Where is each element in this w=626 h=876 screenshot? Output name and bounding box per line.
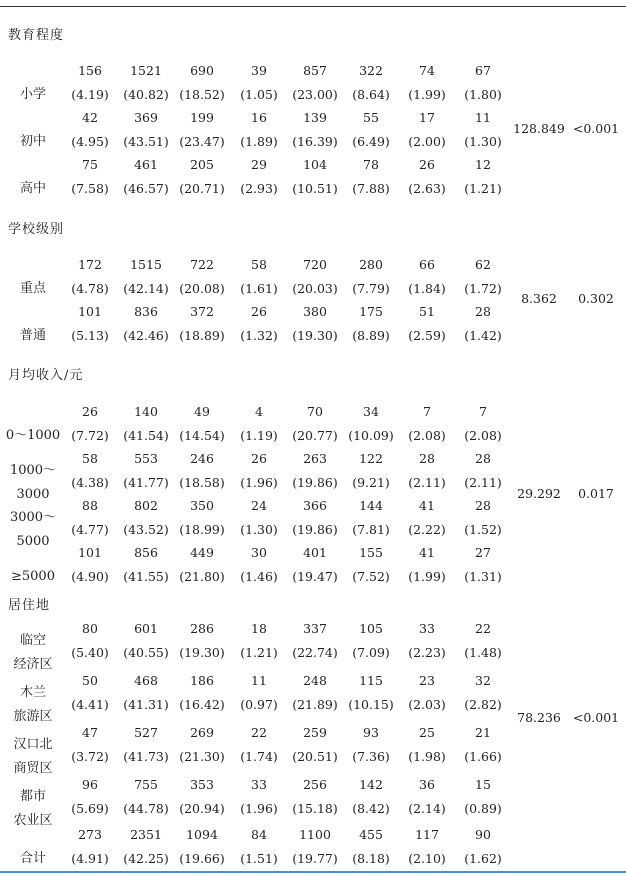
percent-cell: (19.86): [292, 475, 338, 490]
count-cell: 42: [82, 110, 98, 125]
count-cell: 41: [419, 545, 435, 560]
row-label: 3000: [16, 487, 50, 502]
count-cell: 22: [251, 725, 267, 740]
percent-cell: (4.41): [71, 697, 109, 712]
percent-cell: (1.74): [240, 749, 278, 764]
count-cell: 32: [475, 673, 491, 688]
count-cell: 601: [134, 621, 158, 636]
percent-cell: (2.00): [408, 134, 446, 149]
count-cell: 1515: [130, 257, 162, 272]
row-label: 1000～: [9, 463, 57, 478]
percent-cell: (18.52): [179, 87, 225, 102]
row-label: 商贸区: [13, 761, 53, 776]
count-cell: 105: [359, 621, 383, 636]
percent-cell: (2.82): [464, 697, 502, 712]
count-cell: 527: [134, 725, 158, 740]
percent-cell: (1.51): [240, 851, 278, 866]
percent-cell: (1.30): [240, 522, 278, 537]
count-cell: 690: [190, 63, 214, 78]
percent-cell: (1.98): [408, 749, 446, 764]
count-cell: 26: [419, 157, 435, 172]
section-title: 居住地: [8, 598, 51, 613]
count-cell: 802: [134, 498, 158, 513]
percent-cell: (1.61): [240, 281, 278, 296]
row-label: 临空: [19, 633, 46, 648]
count-cell: 350: [190, 498, 214, 513]
count-cell: 857: [303, 63, 327, 78]
count-cell: 23: [419, 673, 435, 688]
count-cell: 172: [78, 257, 102, 272]
count-cell: 1100: [299, 827, 331, 842]
row-label: 农业区: [13, 813, 53, 828]
count-cell: 720: [303, 257, 327, 272]
count-cell: 369: [134, 110, 158, 125]
count-cell: 155: [359, 545, 383, 560]
count-cell: 2351: [130, 827, 162, 842]
percent-cell: (42.25): [123, 851, 169, 866]
count-cell: 28: [475, 498, 491, 513]
count-cell: 70: [307, 404, 323, 419]
percent-cell: (18.58): [179, 475, 225, 490]
count-cell: 380: [303, 304, 327, 319]
count-cell: 353: [190, 777, 214, 792]
row-label: 初中: [19, 134, 46, 149]
count-cell: 4: [255, 404, 263, 419]
percent-cell: (23.00): [292, 87, 338, 102]
percent-cell: (10.15): [348, 697, 394, 712]
row-label: 汉口北: [13, 737, 53, 752]
count-cell: 142: [359, 777, 383, 792]
percent-cell: (9.21): [352, 475, 390, 490]
percent-cell: (1.21): [240, 645, 278, 660]
percent-cell: (2.11): [408, 475, 446, 490]
count-cell: 455: [359, 827, 383, 842]
percent-cell: (19.86): [292, 522, 338, 537]
count-cell: 18: [251, 621, 267, 636]
percent-cell: (20.51): [292, 749, 338, 764]
row-label: 5000: [16, 534, 50, 549]
percent-cell: (1.31): [464, 569, 502, 584]
section-title: 学校级别: [8, 222, 65, 237]
percent-cell: (3.72): [71, 749, 109, 764]
count-cell: 88: [82, 498, 98, 513]
count-cell: 286: [190, 621, 214, 636]
percent-cell: (16.42): [179, 697, 225, 712]
count-cell: 11: [251, 673, 267, 688]
percent-cell: (41.31): [123, 697, 169, 712]
count-cell: 26: [251, 304, 267, 319]
count-cell: 33: [251, 777, 267, 792]
percent-cell: (41.54): [123, 428, 169, 443]
count-cell: 1521: [130, 63, 162, 78]
chi-square-value: 29.292: [517, 486, 561, 501]
percent-cell: (1.96): [240, 475, 278, 490]
count-cell: 62: [475, 257, 491, 272]
row-label: 重点: [19, 281, 46, 296]
section-title: 教育程度: [8, 28, 65, 43]
percent-cell: (1.89): [240, 134, 278, 149]
row-label: 经济区: [13, 657, 53, 672]
row-label: 普通: [19, 328, 46, 343]
percent-cell: (5.40): [71, 645, 109, 660]
percent-cell: (1.21): [464, 181, 502, 196]
percent-cell: (41.73): [123, 749, 169, 764]
count-cell: 259: [303, 725, 327, 740]
count-cell: 856: [134, 545, 158, 560]
percent-cell: (6.49): [352, 134, 390, 149]
percent-cell: (7.88): [352, 181, 390, 196]
percent-cell: (0.89): [464, 801, 502, 816]
section-title: 月均收入/元: [8, 368, 84, 383]
percent-cell: (1.80): [464, 87, 502, 102]
count-cell: 50: [82, 673, 98, 688]
count-cell: 58: [82, 451, 98, 466]
percent-cell: (8.89): [352, 328, 390, 343]
count-cell: 122: [359, 451, 383, 466]
percent-cell: (40.82): [123, 87, 169, 102]
count-cell: 39: [251, 63, 267, 78]
percent-cell: (2.63): [408, 181, 446, 196]
percent-cell: (1.84): [408, 281, 446, 296]
percent-cell: (2.08): [408, 428, 446, 443]
count-cell: 140: [134, 404, 158, 419]
count-cell: 372: [190, 304, 214, 319]
count-cell: 58: [251, 257, 267, 272]
percent-cell: (7.79): [352, 281, 390, 296]
percent-cell: (5.13): [71, 328, 109, 343]
percent-cell: (4.77): [71, 522, 109, 537]
percent-cell: (41.77): [123, 475, 169, 490]
count-cell: 401: [303, 545, 327, 560]
p-value: 0.302: [578, 291, 614, 306]
count-cell: 256: [303, 777, 327, 792]
count-cell: 96: [82, 777, 98, 792]
count-cell: 1094: [186, 827, 218, 842]
percent-cell: (41.55): [123, 569, 169, 584]
percent-cell: (43.52): [123, 522, 169, 537]
percent-cell: (2.11): [464, 475, 502, 490]
percent-cell: (4.90): [71, 569, 109, 584]
count-cell: 755: [134, 777, 158, 792]
percent-cell: (1.42): [464, 328, 502, 343]
percent-cell: (20.71): [179, 181, 225, 196]
chi-square-value: 128.849: [513, 121, 565, 136]
percent-cell: (1.19): [240, 428, 278, 443]
row-label: ≥5000: [11, 569, 55, 584]
row-label: 都市: [19, 789, 46, 804]
row-label: 3000～: [9, 510, 57, 525]
percent-cell: (19.30): [292, 328, 338, 343]
percent-cell: (8.64): [352, 87, 390, 102]
percent-cell: (20.03): [292, 281, 338, 296]
count-cell: 22: [475, 621, 491, 636]
percent-cell: (15.18): [292, 801, 338, 816]
chi-square-value: 8.362: [521, 291, 557, 306]
count-cell: 156: [78, 63, 102, 78]
row-label: 旅游区: [13, 709, 53, 724]
count-cell: 117: [415, 827, 439, 842]
count-cell: 84: [251, 827, 267, 842]
count-cell: 248: [303, 673, 327, 688]
count-cell: 66: [419, 257, 435, 272]
count-cell: 34: [363, 404, 379, 419]
count-cell: 269: [190, 725, 214, 740]
percent-cell: (1.46): [240, 569, 278, 584]
percent-cell: (7.09): [352, 645, 390, 660]
count-cell: 205: [190, 157, 214, 172]
percent-cell: (4.38): [71, 475, 109, 490]
count-cell: 7: [479, 404, 487, 419]
count-cell: 722: [190, 257, 214, 272]
row-label: 木兰: [19, 685, 46, 700]
percent-cell: (1.05): [240, 87, 278, 102]
percent-cell: (20.94): [179, 801, 225, 816]
count-cell: 246: [190, 451, 214, 466]
percent-cell: (19.30): [179, 645, 225, 660]
percent-cell: (1.99): [408, 87, 446, 102]
percent-cell: (1.52): [464, 522, 502, 537]
percent-cell: (7.58): [71, 181, 109, 196]
count-cell: 74: [419, 63, 435, 78]
percent-cell: (40.55): [123, 645, 169, 660]
count-cell: 78: [363, 157, 379, 172]
percent-cell: (2.03): [408, 697, 446, 712]
percent-cell: (2.22): [408, 522, 446, 537]
count-cell: 26: [82, 404, 98, 419]
count-cell: 15: [475, 777, 491, 792]
percent-cell: (44.78): [123, 801, 169, 816]
count-cell: 41: [419, 498, 435, 513]
count-cell: 7: [423, 404, 431, 419]
percent-cell: (10.51): [292, 181, 338, 196]
count-cell: 16: [251, 110, 267, 125]
percent-cell: (21.30): [179, 749, 225, 764]
count-cell: 93: [363, 725, 379, 740]
count-cell: 199: [190, 110, 214, 125]
percent-cell: (43.51): [123, 134, 169, 149]
count-cell: 449: [190, 545, 214, 560]
count-cell: 461: [134, 157, 158, 172]
percent-cell: (2.14): [408, 801, 446, 816]
percent-cell: (21.89): [292, 697, 338, 712]
count-cell: 67: [475, 63, 491, 78]
count-cell: 139: [303, 110, 327, 125]
count-cell: 24: [251, 498, 267, 513]
count-cell: 115: [359, 673, 383, 688]
count-cell: 55: [363, 110, 379, 125]
count-cell: 836: [134, 304, 158, 319]
percent-cell: (20.08): [179, 281, 225, 296]
percent-cell: (4.19): [71, 87, 109, 102]
count-cell: 337: [303, 621, 327, 636]
percent-cell: (1.66): [464, 749, 502, 764]
percent-cell: (1.96): [240, 801, 278, 816]
p-value: <0.001: [572, 710, 620, 725]
count-cell: 175: [359, 304, 383, 319]
count-cell: 80: [82, 621, 98, 636]
count-cell: 49: [194, 404, 210, 419]
count-cell: 47: [82, 725, 98, 740]
percent-cell: (1.32): [240, 328, 278, 343]
p-value: 0.017: [578, 486, 614, 501]
row-label: 小学: [19, 87, 46, 102]
count-cell: 273: [78, 827, 102, 842]
percent-cell: (16.39): [292, 134, 338, 149]
percent-cell: (7.36): [352, 749, 390, 764]
percent-cell: (4.78): [71, 281, 109, 296]
percent-cell: (19.66): [179, 851, 225, 866]
percent-cell: (5.69): [71, 801, 109, 816]
count-cell: 263: [303, 451, 327, 466]
percent-cell: (2.59): [408, 328, 446, 343]
count-cell: 366: [303, 498, 327, 513]
count-cell: 36: [419, 777, 435, 792]
row-label: 高中: [19, 181, 46, 196]
table-top-rule: [0, 6, 626, 7]
percent-cell: (0.97): [240, 697, 278, 712]
row-label: 合计: [19, 851, 46, 866]
percent-cell: (8.18): [352, 851, 390, 866]
percent-cell: (1.72): [464, 281, 502, 296]
count-cell: 101: [78, 304, 102, 319]
count-cell: 28: [475, 451, 491, 466]
percent-cell: (21.80): [179, 569, 225, 584]
percent-cell: (7.81): [352, 522, 390, 537]
count-cell: 468: [134, 673, 158, 688]
percent-cell: (7.72): [71, 428, 109, 443]
percent-cell: (42.14): [123, 281, 169, 296]
row-label: 0～1000: [5, 428, 61, 443]
percent-cell: (4.91): [71, 851, 109, 866]
count-cell: 75: [82, 157, 98, 172]
count-cell: 21: [475, 725, 491, 740]
count-cell: 29: [251, 157, 267, 172]
count-cell: 33: [419, 621, 435, 636]
chi-square-value: 78.236: [517, 710, 561, 725]
percent-cell: (2.10): [408, 851, 446, 866]
percent-cell: (2.93): [240, 181, 278, 196]
count-cell: 90: [475, 827, 491, 842]
count-cell: 322: [359, 63, 383, 78]
count-cell: 12: [475, 157, 491, 172]
count-cell: 51: [419, 304, 435, 319]
count-cell: 553: [134, 451, 158, 466]
count-cell: 186: [190, 673, 214, 688]
percent-cell: (46.57): [123, 181, 169, 196]
percent-cell: (18.99): [179, 522, 225, 537]
page-bottom-rule: [0, 871, 626, 873]
percent-cell: (2.08): [464, 428, 502, 443]
count-cell: 27: [475, 545, 491, 560]
percent-cell: (1.62): [464, 851, 502, 866]
percent-cell: (2.23): [408, 645, 446, 660]
count-cell: 17: [419, 110, 435, 125]
percent-cell: (1.99): [408, 569, 446, 584]
count-cell: 101: [78, 545, 102, 560]
percent-cell: (14.54): [179, 428, 225, 443]
percent-cell: (10.09): [348, 428, 394, 443]
count-cell: 11: [475, 110, 491, 125]
percent-cell: (42.46): [123, 328, 169, 343]
percent-cell: (20.77): [292, 428, 338, 443]
count-cell: 26: [251, 451, 267, 466]
count-cell: 144: [359, 498, 383, 513]
percent-cell: (19.47): [292, 569, 338, 584]
count-cell: 280: [359, 257, 383, 272]
percent-cell: (23.47): [179, 134, 225, 149]
p-value: <0.001: [572, 121, 620, 136]
count-cell: 28: [475, 304, 491, 319]
count-cell: 104: [303, 157, 327, 172]
count-cell: 25: [419, 725, 435, 740]
percent-cell: (19.77): [292, 851, 338, 866]
count-cell: 30: [251, 545, 267, 560]
percent-cell: (4.95): [71, 134, 109, 149]
percent-cell: (7.52): [352, 569, 390, 584]
count-cell: 28: [419, 451, 435, 466]
percent-cell: (8.42): [352, 801, 390, 816]
percent-cell: (1.48): [464, 645, 502, 660]
percent-cell: (18.89): [179, 328, 225, 343]
percent-cell: (1.30): [464, 134, 502, 149]
percent-cell: (22.74): [292, 645, 338, 660]
